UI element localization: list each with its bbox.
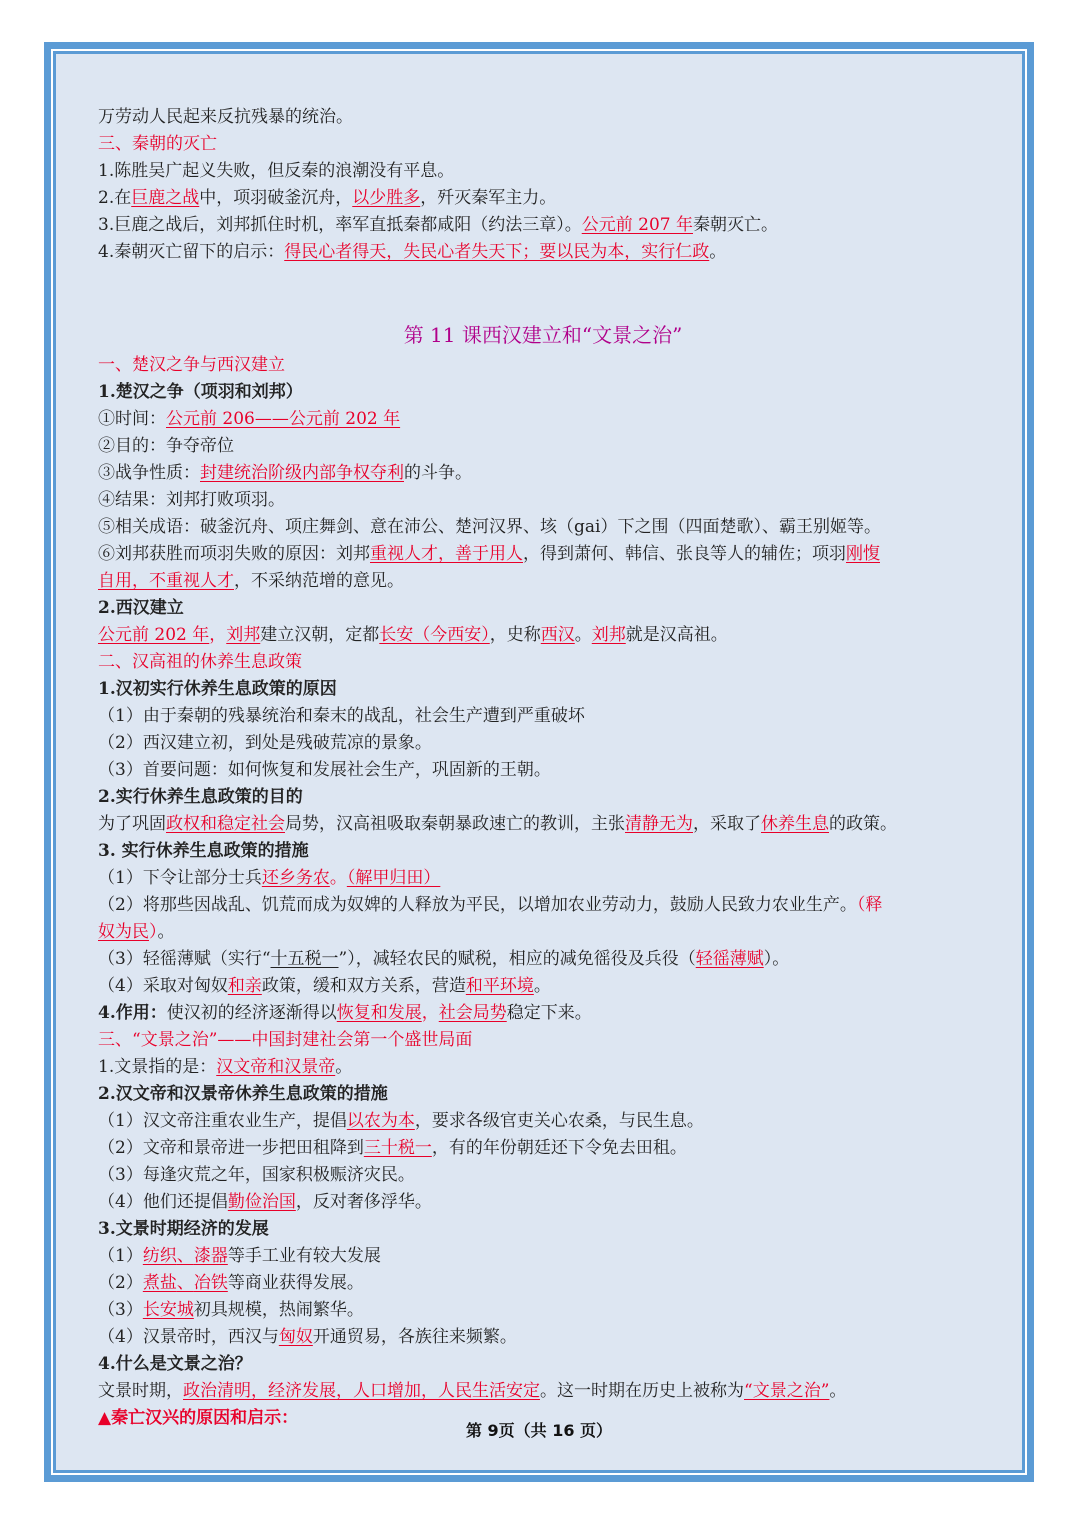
key-term: 三十税一 [363, 1138, 432, 1158]
key-term: 十五税一 [270, 949, 339, 969]
key-term: 社会局势 [438, 1003, 507, 1023]
text: 为了巩固 [98, 814, 166, 834]
text-line [98, 1162, 988, 1189]
key-term: 匈奴 [278, 1327, 313, 1347]
text-line [98, 946, 988, 973]
text: （2）西汉建立初，到处是残破荒凉的景象。 [98, 733, 432, 753]
text: （4）采取对匈奴 [98, 976, 228, 996]
text: 。 [157, 922, 175, 942]
key-term: 以少胜多 [352, 188, 421, 208]
text-line [98, 460, 988, 487]
text: （2） [98, 1273, 143, 1293]
text-line [98, 212, 988, 239]
text: 使汉初的经济逐渐得以 [166, 1003, 337, 1023]
key-term: 休养生息 [761, 814, 829, 834]
text-line [98, 158, 988, 185]
text: ，得到萧何、韩信、张良等人的辅佐；项羽 [523, 544, 846, 564]
key-term: （释 [856, 895, 883, 915]
lesson-title: 第 11 课西汉建立和“文景之治” [403, 323, 683, 347]
key-term: 刘邦 [591, 625, 626, 645]
text: 中，项羽破釜沉舟， [199, 188, 353, 208]
text: 2.西汉建立 [98, 598, 184, 618]
text: 。 [335, 1057, 353, 1077]
sub-heading [98, 838, 988, 865]
key-term: 公元前 206——公元前 202 年 [166, 409, 401, 429]
text-line [98, 514, 988, 541]
text: 就是汉高祖。 [625, 625, 728, 645]
text: （1）下令让部分士兵 [98, 868, 262, 888]
text: 4.作用： [98, 1003, 167, 1023]
sub-heading [98, 379, 988, 406]
text: （3）轻徭薄赋（实行“ [98, 949, 271, 969]
text-line [98, 811, 988, 838]
text: 3. 实行休养生息政策的措施 [98, 841, 309, 861]
text: ，采取了 [693, 814, 761, 834]
section-heading [98, 1027, 988, 1054]
key-term: 政治清明，经济发展，人口增加，人民生活安定 [183, 1381, 540, 1401]
text: ④结果：刘邦打败项羽。 [98, 490, 285, 510]
section-heading [98, 352, 988, 379]
key-term: 重视人才，善于用人 [370, 544, 523, 564]
key-term: 漆器 [193, 1246, 228, 1266]
text: 等手工业有较大发展 [227, 1246, 381, 1266]
key-term: 和平环境 [465, 976, 534, 996]
text-line [98, 1243, 988, 1270]
text-line [98, 104, 988, 131]
key-term: 奴为民 [98, 922, 149, 942]
text: ，不采纳范增的意见。 [234, 571, 404, 591]
sub-heading [98, 676, 988, 703]
text-line [98, 239, 988, 266]
text: （2）文帝和景帝进一步把田租降到 [98, 1138, 364, 1158]
text: 稳定下来。 [506, 1003, 592, 1023]
text-line [98, 1270, 988, 1297]
text: 局势，汉高祖吸取秦朝暴政速亡的教训，主张 [285, 814, 625, 834]
key-term: 西汉 [540, 625, 575, 645]
text-line [98, 703, 988, 730]
text: 4.什么是文景之治？ [98, 1354, 252, 1374]
key-term: 以农为本 [346, 1111, 415, 1131]
text: ，歼灭秦军主力。 [420, 188, 557, 208]
section-heading [98, 131, 988, 158]
text: （1）汉文帝注重农业生产，提倡 [98, 1111, 347, 1131]
text: 3.文景时期经济的发展 [98, 1219, 269, 1239]
text: 三、“文景之治”——中国封建社会第一个盛世局面 [98, 1030, 473, 1050]
key-term: 公元前 202 年 [98, 625, 210, 645]
text: （2）将那些因战乱、饥荒而成为奴婢的人释放为平民，以增加农业劳动力，鼓励人民致力农业生产。 [98, 895, 857, 915]
key-term: 公元前 207 年 [581, 215, 693, 235]
text: ）。 [763, 949, 790, 969]
text: 初具规模，热闹繁华。 [193, 1300, 364, 1320]
key-term: 清静无为 [625, 814, 693, 834]
key-term: 和亲 [227, 976, 262, 996]
sub-heading [98, 1081, 988, 1108]
sub-heading [98, 1351, 988, 1378]
text: 。这一时期在历史上被称为 [540, 1381, 744, 1401]
text: ③战争性质： [98, 463, 200, 483]
text: ，史称 [489, 625, 541, 645]
sub-heading [98, 1216, 988, 1243]
text: （1） [98, 1246, 143, 1266]
text: （4）汉景帝时，西汉与 [98, 1327, 279, 1347]
text: ，反对奢侈浮华。 [295, 1192, 432, 1212]
text-line [98, 433, 988, 460]
text: 。 [829, 1381, 847, 1401]
text: 。 [574, 625, 592, 645]
text: 。 [533, 976, 551, 996]
text-line [98, 757, 988, 784]
section-heading [98, 649, 988, 676]
document-content [98, 104, 988, 1432]
text-line [98, 1324, 988, 1351]
key-term: 煮盐 [142, 1273, 177, 1293]
key-term: 冶铁 [193, 1273, 228, 1293]
text: （3）首要问题：如何恢复和发展社会生产，巩固新的王朝。 [98, 760, 551, 780]
text: ▲秦亡汉兴的原因和启示： [98, 1408, 299, 1428]
key-term: 巨鹿之战 [131, 188, 200, 208]
text: 、 [176, 1273, 194, 1293]
text-line [98, 973, 988, 1000]
text: （4）他们还提倡 [98, 1192, 228, 1212]
text-line [98, 185, 988, 212]
text: 1.楚汉之争（项羽和刘邦） [98, 382, 303, 402]
text: （3） [98, 1300, 143, 1320]
text: 1.汉初实行休养生息政策的原因 [98, 679, 337, 699]
text: 三、秦朝的灭亡 [98, 134, 217, 154]
text: 开通贸易，各族往来频繁。 [312, 1327, 517, 1347]
text-line [98, 1189, 988, 1216]
text-line [98, 919, 988, 946]
text-line [98, 622, 988, 649]
text: ”），减轻农民的赋税，相应的减免徭役及兵役（ [338, 949, 696, 969]
text-line [98, 1297, 988, 1324]
text: ⑥刘邦获胜而项羽失败的原因：刘邦 [98, 544, 370, 564]
key-term: “文景之治” [744, 1381, 830, 1401]
text-line [98, 730, 988, 757]
text: （1）由于秦朝的残暴统治和秦末的战乱，社会生产遭到严重破坏 [98, 706, 585, 726]
text: ②目的：争夺帝位 [98, 436, 234, 456]
text-line [98, 568, 988, 595]
key-term: 恢复和发展 [336, 1003, 422, 1023]
text: 文景时期， [98, 1381, 183, 1401]
text: 建立汉朝，定都 [260, 625, 380, 645]
text-line [98, 541, 988, 568]
text-line [98, 1135, 988, 1162]
key-term: 得民心者得天，失民心者失天下；要以民为本，实行仁政 [284, 242, 710, 262]
text: 1.文景指的是： [98, 1057, 217, 1077]
sub-heading [98, 784, 988, 811]
text-line [98, 406, 988, 433]
text: ①时间： [98, 409, 166, 429]
text: 4.秦朝灭亡留下的启示： [98, 242, 285, 262]
text-line [98, 1108, 988, 1135]
key-term: 纺织 [142, 1246, 177, 1266]
key-term: （解甲归田） [346, 868, 441, 888]
text: 政策，缓和双方关系，营造 [261, 976, 466, 996]
text: 的政策。 [829, 814, 897, 834]
text: 万劳动人民起来反抗残暴的统治。 [98, 107, 353, 127]
text: ，要求各级官吏关心农桑，与民生息。 [414, 1111, 704, 1131]
key-term: 勤俭治国 [227, 1192, 296, 1212]
text-line [98, 1000, 988, 1027]
key-term: 长安（今西安） [379, 625, 490, 645]
key-term: 政权和稳定社会 [166, 814, 285, 834]
text-line [98, 1054, 988, 1081]
text: ⑤相关成语：破釜沉舟、项庄舞剑、意在沛公、楚河汉界、垓（gai）下之围（四面楚歌）、霸王别姬等。 [98, 517, 881, 537]
text: 。 [329, 868, 347, 888]
key-term: 封建统治阶级内部争权夺利 [200, 463, 404, 483]
text: 二、汉高祖的休养生息政策 [98, 652, 302, 672]
text: ） [149, 922, 158, 942]
key-term: 还乡务农 [261, 868, 330, 888]
text: 一、楚汉之争与西汉建立 [98, 355, 285, 375]
key-term: 自用，不重视人才 [98, 571, 234, 591]
key-term: 刚愎 [846, 544, 880, 564]
text: 、 [176, 1246, 194, 1266]
text: 1.陈胜吴广起义失败，但反秦的浪潮没有平息。 [98, 161, 455, 181]
page-footer: 第 9页（共 16 页） [465, 1421, 613, 1440]
text: 的斗争。 [404, 463, 472, 483]
text: 2.在 [98, 188, 132, 208]
key-term: 长安城 [142, 1300, 194, 1320]
key-term: 汉文帝和汉景帝 [216, 1057, 336, 1077]
text: ， [421, 1003, 439, 1023]
text-line [98, 865, 988, 892]
text-line [98, 892, 988, 919]
text-line [98, 487, 988, 514]
text: 。 [709, 242, 727, 262]
text: 等商业获得发展。 [227, 1273, 364, 1293]
text: ，有的年份朝廷还下令免去田租。 [431, 1138, 687, 1158]
text: 秦朝灭亡。 [692, 215, 778, 235]
text: 2.汉文帝和汉景帝休养生息政策的措施 [98, 1084, 388, 1104]
text-line [98, 1378, 988, 1405]
text: （3）每逢灾荒之年，国家积极赈济灾民。 [98, 1165, 415, 1185]
key-term: 轻徭薄赋 [695, 949, 764, 969]
text: 2.实行休养生息政策的目的 [98, 787, 303, 807]
key-term: 刘邦 [226, 625, 261, 645]
text: 3.巨鹿之战后，刘邦抓住时机，率军直抵秦都咸阳（约法三章）。 [98, 215, 582, 235]
text: ， [209, 625, 227, 645]
sub-heading [98, 595, 988, 622]
